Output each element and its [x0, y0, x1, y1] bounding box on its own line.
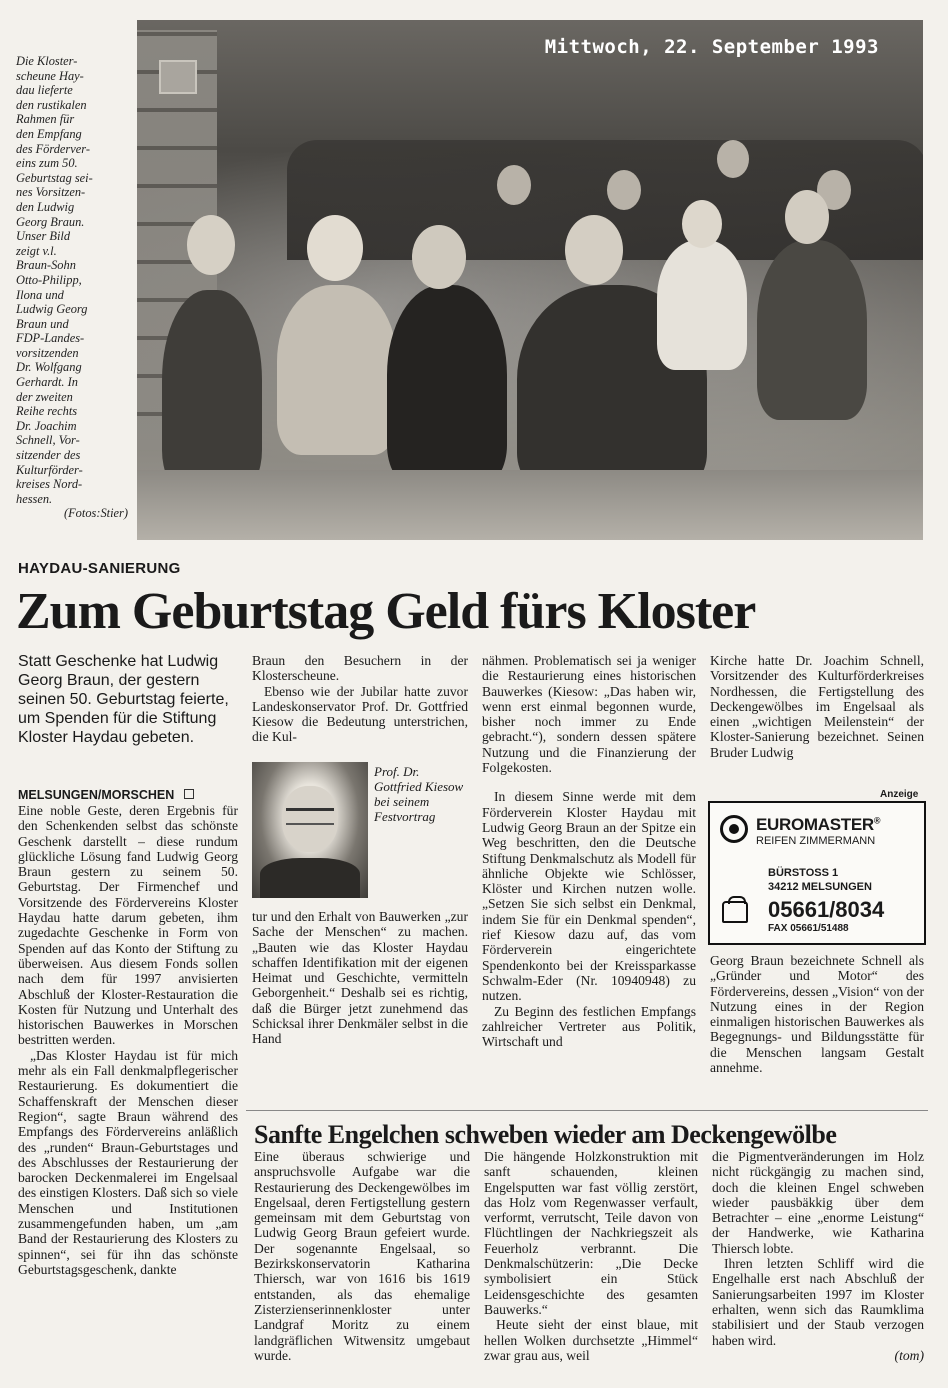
article-intro: Statt Geschenke hat Ludwig Georg Braun, der gestern seinen 50. Geburtstag feierte, um Spenden für die Stiftung Kloster Haydau gebeten.: [18, 653, 229, 746]
paragraph: Zu Beginn des festlichen Empfangs zahlreicher Vertreter aus Politik, Wirtschaft und: [482, 1003, 696, 1050]
paragraph: Eine überaus schwierige und anspruchsvolle Aufgabe war die Restaurierung des Deckengewölbes im Engelsaal, deren Fertigstellung gestern gemeinsam mit dem Geburtstag von Ludwig Georg Braun gefeiert wurde. Der sogenannte Engelsaal, so Bezirkskonservatorin Katharina Thiersch, war von 1616 bis 1619 entstanden, als das ehemalige Zisterzienserinnenkloster unter Landgraf Moritz zu einem landgräflichen Witwensitz umgebaut wurde.: [254, 1149, 470, 1363]
square-icon: [184, 789, 194, 799]
article-column-4-top: [710, 653, 924, 760]
section-divider: [246, 1110, 928, 1111]
caption-line: Rahmen für: [16, 112, 75, 127]
dateline-text: MELSUNGEN/MORSCHEN: [18, 788, 175, 802]
article2-column-3: [712, 1149, 924, 1363]
article2-column-2: [484, 1149, 698, 1363]
person-head: [412, 225, 466, 289]
glasses-icon: [286, 808, 334, 825]
paragraph: die Pigmentveränderungen im Holz nicht rückgängig zu machen sind, doch die kleinen Engel schweben wieder pausbäkkig über dem Betrachter – eine „enorme Leistung“ der Handwerke, wie Katharina Thiersch lobte.: [712, 1149, 924, 1256]
paragraph: Ihren letzten Schliff wird die Engelhalle erst nach Abschluß der Sanierungsarbeiten 1997 im Kloster erhalten, wenn sich das Raumklima stabilisiert und der Staub verzogen haben wird.: [712, 1256, 924, 1348]
caption-line: kreises Nord-: [16, 477, 83, 492]
date-stamp: Mittwoch, 22. September 1993: [544, 36, 879, 58]
person-otto-philipp: [162, 290, 262, 490]
caption-line: der zweiten: [16, 389, 73, 404]
caption-line: Otto-Philipp,: [16, 272, 82, 287]
paragraph: Braun den Besuchern in der Klosterscheune.: [252, 653, 468, 684]
caption-line: dau lieferte: [16, 83, 73, 98]
portrait-suit: [260, 858, 360, 898]
paragraph: tur und den Erhalt von Bauwerken „zur Sache der Menschen“ zu machen. „Bauten wie das Kloster Haydau schaffen Identifikation mit der eigenen Heimat und Geschichte, vermitteln Geborgenheit.“ Deshalb sei es richtig, daß die Bürger jetzt zunehmend das Schicksal ihrer Denkmäler selbst in die Hand: [252, 909, 468, 1047]
caption-line: Die Kloster-: [16, 54, 78, 68]
portrait-photo: [252, 762, 368, 898]
person-head: [307, 215, 363, 281]
article2-column-1: [254, 1149, 470, 1363]
caption-line: Braun-Sohn: [16, 258, 76, 273]
photo-caption: [16, 54, 128, 521]
paragraph: Kirche hatte Dr. Joachim Schnell, Vorsitzender des Kulturförderkreises Nordhessen, die Fertigstellung des Deckengewölbes im Engelsaal als einen „wichtigen Meilenstein“ der Kloster-Sanierung bezeichnet. Seinen Bruder Ludwig: [710, 653, 924, 760]
telephone-icon: [722, 901, 748, 923]
caption-line: Braun und: [16, 316, 69, 331]
ad-phone: 05661/8034: [768, 897, 885, 922]
audience-head: [607, 170, 641, 210]
caption-line: den Empfang: [16, 126, 82, 141]
ad-subtitle: REIFEN ZIMMERMANN: [756, 835, 876, 847]
caption-line: Unser Bild: [16, 229, 71, 244]
wall-sign: [159, 60, 197, 94]
author-signature: (tom): [894, 1347, 924, 1363]
article-kicker: HAYDAU-SANIERUNG: [18, 560, 181, 577]
article-column-3: [482, 653, 696, 1049]
caption-line: den rustikalen: [16, 97, 87, 112]
caption-line: Ludwig Georg: [16, 302, 88, 317]
article-column-2-bottom: [252, 909, 468, 1047]
paragraph: Ebenso wie der Jubilar hatte zuvor Landeskonservator Prof. Dr. Gottfried Kiesow die Bedeutung unterstrichen, die Kul-: [252, 683, 468, 745]
ad-address-street: BÜRSTOSS 1: [768, 867, 839, 879]
ad-brand: [756, 815, 880, 835]
caption-line: Reihe rechts: [16, 404, 78, 419]
article-column-4-bottom: [710, 953, 924, 1075]
euromaster-ad: [708, 801, 926, 945]
person-head: [565, 215, 623, 285]
audience-head: [717, 140, 749, 178]
caption-line: den Ludwig: [16, 199, 75, 214]
ad-fax: FAX 05661/51488: [768, 923, 849, 934]
audience-head: [497, 165, 531, 205]
caption-line: sitzender des: [16, 448, 81, 463]
caption-line: FDP-Landes-: [16, 331, 85, 346]
caption-line: vorsitzenden: [16, 345, 79, 360]
paragraph: Die hängende Holzkonstruktion mit sanft schauenden, kleinen Engelsputten war fast völlig zerstört, das Holz vom Regenwasser verfault, verformt, verrutscht, Teile davon von Flüchtlingen der Nachkriegszeit als Feuerholz verbrannt. Die Denkmalschützerin: „Die Decke symbolisiert ein Stück Leidensgeschichte des gesamten Bauwerks.“: [484, 1149, 698, 1317]
caption-line: nes Vorsitzen-: [16, 185, 86, 200]
portrait-caption: Prof. Dr. Gottfried Kiesow bei seinem Festvortrag: [374, 764, 464, 824]
person-ludwig-georg-braun: [387, 285, 507, 485]
ad-address-city: 34212 MELSUNGEN: [768, 881, 872, 893]
article-headline: Zum Geburtstag Geld fürs Kloster: [16, 583, 756, 640]
paragraph: „Das Kloster Haydau ist für mich mehr als ein Fall denkmalpflegerischer Restaurierung. Es dokumentiert die Schaffenskraft der Menschen dieser Region“, sagte Braun während des Empfangs des Fördervereins anläßlich des „runden“ Braun-Geburtstages und des Abschlusses der Restaurierung der barocken Deckenmalerei im Engelsaal des einstigen Klosters. Daß sich so viele Menschen und Institutionen zusammengefunden haben, um „am Band der Restaurierung des Klosters zu spinnen“, sei für ihn das schönste Geburtstagsgeschenk, dankte: [18, 1047, 238, 1277]
dateline: [18, 788, 194, 802]
caption-line: Schnell, Vor-: [16, 433, 80, 448]
euromaster-logo-icon: [720, 815, 748, 843]
caption-line: Kulturförder-: [16, 462, 83, 477]
person-ilona: [277, 285, 397, 455]
caption-line: Ilona und: [16, 287, 64, 302]
caption-line: zeigt v.l.: [16, 243, 57, 258]
person-head: [682, 200, 722, 248]
caption-line: (Fotos:Stier): [63, 506, 128, 521]
person-head: [785, 190, 829, 244]
ad-brand-text: EUROMASTER: [756, 815, 874, 834]
paragraph: nähmen. Problematisch sei ja weniger die Restaurierung eines historischen Bauwerkes (Kiesow: „Das haben wir, wenn erst einmal begonnen wurde, bisher noch immer zu Ende gebracht.“), sondern dessen spätere Nutzung und die Finanzierung der Folgekosten.: [482, 653, 696, 776]
paragraph: In diesem Sinne werde mit dem Förderverein Kloster Haydau mit Ludwig Georg Braun an der Spitze ein Weg beschritten, den die Deutsche Stiftung Denkmalschutz als Modell für ähnliche Objekte wie Schlösser, Klöster und Kirchen nutzen wolle. „Setzen Sie sich selbst ein Denkmal, indem Sie für ein Denkmal spenden“, rief Kiesow dazu auf, das vom Förderverein eingerichtete Spendenkonto bei der Kreissparkasse Schwalm-Eder (Nr. 10940948) zu nutzen.: [482, 789, 696, 1004]
article-column-1: [18, 803, 238, 1277]
caption-line: hessen.: [16, 491, 53, 506]
ad-brand-mark: ®: [873, 815, 881, 826]
ad-label: Anzeige: [880, 789, 919, 800]
caption-line: Dr. Wolfgang: [16, 360, 82, 375]
caption-line: Georg Braun.: [16, 214, 85, 229]
article-column-2-top: [252, 653, 468, 745]
paragraph: Heute sieht der einst blaue, mit hellen Wolken durchsetzte „Himmel“ zwar grau aus, weil: [484, 1317, 698, 1363]
caption-line: des Förderver-: [16, 141, 90, 156]
caption-line: Gerhardt. In: [16, 375, 78, 390]
caption-line: eins zum 50.: [16, 156, 78, 171]
event-photo: [137, 20, 923, 540]
floor: [137, 470, 923, 540]
person-head: [187, 215, 235, 275]
paragraph: Georg Braun bezeichnete Schnell als „Gründer und Motor“ des Fördervereins, dessen „Vision“ von der Nutzung eines in der Region einmaligen historischen Bauwerkes als Begegnungs- und Bildungsstätte für die Menschen langsam Gestalt annehme.: [710, 953, 924, 1076]
paragraph: Eine noble Geste, deren Ergebnis für den Schenkenden selbst das schönste Geschenk darstellt – diese rundum glückliche Lösung fand Ludwig Georg Braun gestern zu seinem 50. Geburtstag. Der Firmenchef und Vorsitzende des Fördervereins Kloster Haydau hatte darum gebeten, ihm zugedachte Geschenke in Form von Spenden auf das Konto der Stiftung zu überweisen. Aus diesem Fonds sollen nach dem für 1997 anvisierten Abschluß der Kloster-Restauration die Kosten für Nutzung und Unterhalt des historischen Bauwerkes in Morschen bestritten werden.: [18, 803, 238, 1048]
caption-line: scheune Hay-: [16, 68, 84, 83]
caption-line: Geburtstag sei-: [16, 170, 93, 185]
person-second-row: [657, 240, 747, 370]
person-joachim-schnell: [757, 240, 867, 420]
caption-line: Dr. Joachim: [16, 418, 77, 433]
article2-headline: Sanfte Engelchen schweben wieder am Deckengewölbe: [254, 1120, 837, 1149]
